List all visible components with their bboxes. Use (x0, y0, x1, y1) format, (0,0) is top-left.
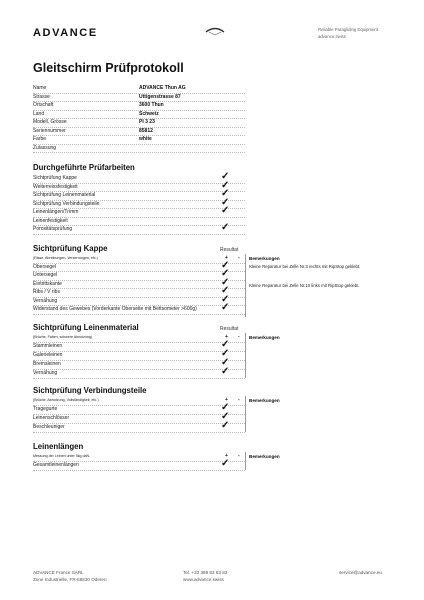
check-label: Weiterreissfestigkeit (33, 183, 78, 190)
info-label: Seriennummer (33, 127, 66, 134)
info-label: Zulassung (33, 144, 57, 151)
checkmark-icon: ✓ (221, 188, 230, 199)
check-label: Bremsleinen (33, 361, 61, 367)
check-label: Widerstand des Gewebes (Vorderkante Oberseite mit Bettsometer >600g) (33, 306, 197, 312)
check-label: Leinenschlösser (33, 415, 70, 421)
info-value: ADVANCE Thun AG (139, 85, 186, 91)
section-title-lines: Sichtprüfung Leinenmaterial (33, 323, 139, 332)
checkmark-icon: ✓ (221, 259, 230, 271)
check-label: Porositätsprüfung (33, 226, 73, 232)
checkmark-icon: ✓ (221, 420, 230, 431)
section-subtitle: (Brüche, Abnutzung, Vollständigkeit, etc.) (33, 398, 99, 402)
section-subtitle: (Brüche, Falten, schwere Abnutzung) (33, 335, 93, 339)
minus-header: - (238, 255, 240, 261)
check-label: Vernähung (33, 297, 58, 304)
plus-header: + (225, 255, 228, 261)
info-label: Strasse (33, 93, 50, 100)
check-label: Beschleuniger (33, 424, 65, 430)
remarks-divider (245, 333, 246, 378)
info-value: PI 3 23 (139, 119, 155, 125)
remarks-divider (245, 452, 246, 470)
checkmark-icon: ✓ (221, 302, 230, 313)
checkmark-icon: ✓ (221, 285, 230, 296)
remarks-divider (245, 254, 246, 317)
check-label: Vernähung (33, 370, 58, 376)
footer-company-name: ADVANCE France SARL (33, 570, 84, 575)
check-label: Leinenlängen/Trimm (33, 209, 79, 215)
check-label: Stammleinen (33, 343, 63, 349)
check-label: Leinenfestigkeit (33, 217, 68, 224)
info-value: Schweiz (139, 110, 159, 117)
info-label: Farbe (33, 136, 47, 142)
minus-header: - (238, 453, 240, 459)
section-subtitle: Messung der Leinen unter 5kg daN. (33, 454, 91, 458)
remarks-header: Bemerkungen (249, 335, 280, 340)
result-header: Resultat (220, 326, 239, 332)
info-value: 3600 Thun (139, 102, 164, 108)
minus-header: - (238, 334, 240, 340)
section-title-connectors: Sichtprüfung Verbindungsteile (33, 386, 147, 395)
footer-email-link[interactable]: service@advance.eu (339, 570, 382, 575)
check-row (33, 420, 245, 433)
footer-email-block (339, 569, 382, 576)
tagline-line2: advance.swiss (318, 33, 346, 39)
checkmark-icon: ✓ (221, 402, 230, 413)
checkmark-icon: ✓ (221, 458, 230, 469)
header-tagline (318, 27, 378, 40)
check-label: Obersegel (33, 263, 57, 270)
info-value: Uttigenstrasse 87 (139, 93, 181, 100)
plus-header: + (225, 453, 228, 459)
section-title-performed: Durchgeführte Prüfarbeiten (33, 163, 135, 172)
plus-header: + (225, 334, 228, 340)
tagline-line1: Reliable Paragliding Equipment (318, 27, 378, 32)
check-label: Sichtprüfung Leinenmaterial (33, 192, 96, 198)
check-label: Untersegel (33, 272, 58, 278)
footer-website-link[interactable]: www.advance.swiss (183, 577, 224, 582)
checkmark-icon: ✓ (221, 348, 230, 359)
info-value: 85812 (139, 127, 153, 134)
info-value: white (139, 136, 152, 142)
section-title-line-lengths: Leinenlängen (33, 442, 84, 451)
checkmark-icon: ✓ (221, 339, 230, 350)
section-title-canopy: Sichtprüfung Kappe (33, 244, 108, 253)
check-label: Eintrittskante (33, 280, 62, 287)
footer-phone: Tel. +33 389 82 63 83 (183, 570, 228, 575)
check-label: Galerieleinen (33, 352, 63, 358)
result-header: Resultat (220, 247, 239, 253)
page-title: Gleitschirm Prüfprotokoll (33, 61, 184, 75)
footer-company (33, 569, 107, 583)
check-label: Sichtprüfung Kappe (33, 175, 77, 181)
info-row-certification (33, 144, 245, 154)
checkmark-icon: ✓ (221, 196, 230, 208)
check-row (33, 302, 245, 315)
checkmark-icon: ✓ (221, 276, 230, 288)
checkmark-icon: ✓ (221, 205, 230, 216)
minus-header: - (238, 397, 240, 403)
advance-logo: ADVANCE (33, 27, 98, 39)
section-subtitle: (Risse, Abreibungen, Verzerrungen, etc.) (33, 256, 98, 260)
check-label: Ribs / V ribs (33, 289, 60, 295)
paraglider-logo-icon (204, 26, 226, 36)
remarks-header: Bemerkungen (249, 454, 280, 459)
checkmark-icon: ✓ (221, 366, 230, 377)
check-row (33, 222, 245, 235)
checkmark-icon: ✓ (221, 171, 230, 182)
checkmark-icon: ✓ (221, 268, 230, 279)
plus-header: + (225, 397, 228, 403)
remarks-header: Bemerkungen (249, 398, 280, 403)
info-label: Ortschaft (33, 102, 54, 108)
info-label: Modell, Grösse (33, 119, 67, 125)
checkmark-icon: ✓ (221, 357, 230, 368)
checkmark-icon: ✓ (221, 179, 230, 191)
footer-address: Zone Industrielle, FR-68830 Oderen (33, 577, 107, 582)
checkmark-icon: ✓ (221, 411, 230, 422)
info-label: Name (33, 85, 47, 91)
checkmark-icon: ✓ (221, 222, 230, 233)
check-row (33, 458, 245, 471)
check-label: Tragegurte (33, 406, 58, 412)
check-label: Gesamtleinenlängen (33, 462, 79, 468)
remark-text: Kleine Reparatur bei Zelle Nr.3 rechts mit RipStop geklebt. (249, 264, 361, 269)
remarks-divider (245, 396, 246, 432)
checkmark-icon: ✓ (221, 293, 230, 305)
check-label: Sichtprüfung Verbindungsteile (33, 200, 100, 207)
check-row (33, 366, 245, 379)
footer-contact (183, 569, 227, 583)
remarks-header: Bemerkungen (249, 256, 280, 261)
info-label: Land (33, 110, 45, 117)
remark-text: Kleine Reparatur bei Zelle Nr.10 links mit RipStop geklebt. (249, 283, 360, 288)
